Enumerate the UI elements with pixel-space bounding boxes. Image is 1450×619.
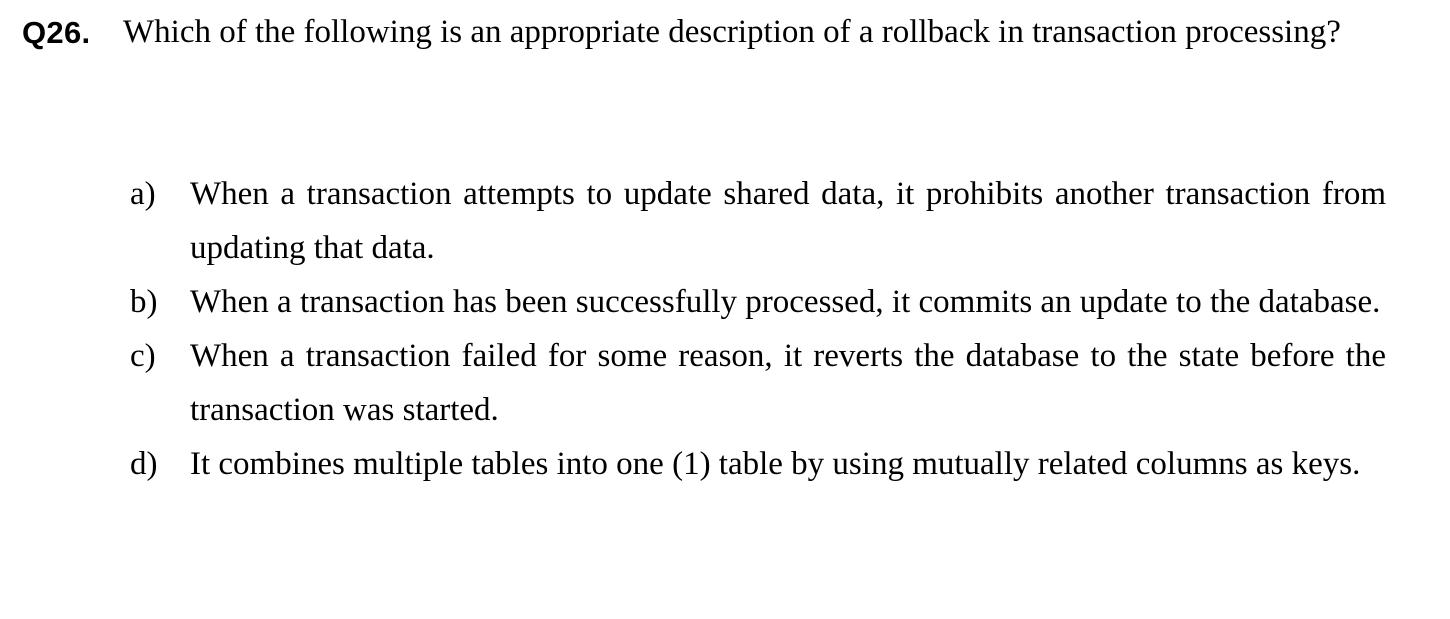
- question-number: Q26.: [22, 15, 91, 50]
- option-b: [130, 275, 1386, 329]
- question-text: Which of the following is an appropriate description of a rollback in transaction processing?: [123, 14, 1341, 50]
- option-text: When a transaction has been successfully processed, it commits an update to the database.: [190, 284, 1381, 320]
- option-text: When a transaction failed for some reason, it reverts the database to the state before the transaction was started.: [190, 338, 1386, 428]
- option-a: [130, 167, 1386, 275]
- question-stem: [22, 10, 1386, 59]
- option-label: b): [130, 284, 158, 320]
- answer-options: [130, 167, 1386, 491]
- option-text: When a transaction attempts to update shared data, it prohibits another transaction from updating that data.: [190, 176, 1386, 266]
- option-label: d): [130, 446, 158, 482]
- option-label: a): [130, 176, 156, 212]
- option-c: [130, 329, 1386, 437]
- option-label: c): [130, 338, 156, 374]
- option-text: It combines multiple tables into one (1) table by using mutually related columns as keys.: [190, 446, 1361, 482]
- option-d: [130, 437, 1386, 491]
